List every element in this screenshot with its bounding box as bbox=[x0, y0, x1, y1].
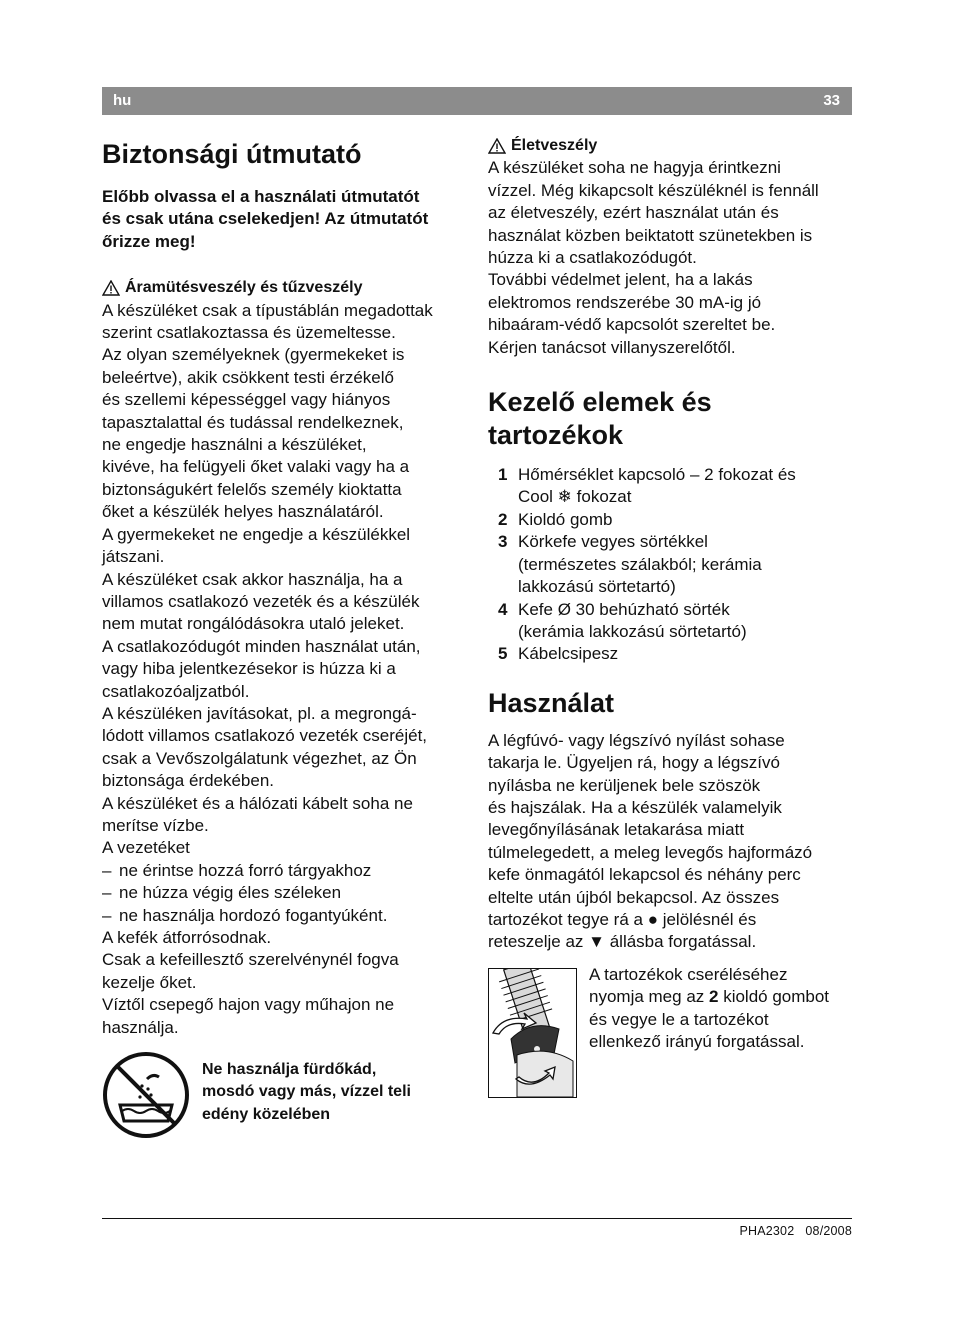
text-line: A készüléket és a hálózati kábelt soha ne bbox=[102, 793, 413, 813]
dash-list-item bbox=[102, 860, 468, 882]
text-line: eltelte után újból bekapcsol. Az összes bbox=[488, 887, 780, 907]
text-line: lódott villamos csatlakozó vezeték cseréjét, bbox=[102, 726, 428, 746]
control-item-text: Kábelcsipesz bbox=[518, 644, 619, 664]
text-line: A készüléket soha ne hagyja érintkezni bbox=[488, 158, 781, 178]
text-line: kezelje őket. bbox=[102, 972, 197, 992]
accessory-line-2 bbox=[589, 986, 829, 1008]
life-danger-text bbox=[488, 157, 854, 359]
control-item-text: Cool ❄ fokozat bbox=[518, 487, 632, 507]
text-line: biztonságukért felelős személy kioktatta bbox=[102, 479, 402, 499]
text-line: használat közben beiktatott szünetekben is bbox=[488, 225, 813, 245]
warning-heading-life bbox=[488, 135, 854, 157]
text-line: Csak a kefeillesztő szerelvénynél fogva bbox=[102, 950, 399, 970]
text-line: játszani. bbox=[102, 547, 165, 567]
text-line: nyílásba ne kerüljenek bele szöszök bbox=[488, 775, 761, 795]
accessory-line-2-post: kioldó gombot bbox=[718, 987, 830, 1007]
text-line: Víztől csepegő hajon vagy műhajon ne bbox=[102, 995, 395, 1015]
controls-list bbox=[498, 464, 854, 666]
control-item-text: Hőmérséklet kapcsoló – 2 fokozat és bbox=[518, 465, 796, 485]
warning-heading-shock bbox=[102, 277, 468, 299]
text-line: és szellemi képességgel vagy hiányos bbox=[102, 390, 391, 410]
dash-item-text: ne érintse hozzá forró tárgyakhoz bbox=[119, 860, 372, 880]
text-line: kivéve, ha felügyeli őket valaki vagy ha a bbox=[102, 457, 410, 477]
right-column bbox=[488, 135, 854, 1098]
control-item-text: Kioldó gomb bbox=[518, 509, 613, 529]
controls-title-line-1: Kezelő elemek és bbox=[488, 387, 712, 418]
text-line: vízzel. Még kikapcsolt készüléknél is fennáll bbox=[488, 180, 819, 200]
accessory-change-illustration bbox=[488, 968, 577, 1098]
accessory-line-4: ellenkező irányú forgatással. bbox=[589, 1032, 805, 1051]
no-bath-warning bbox=[102, 1051, 468, 1139]
usage-text bbox=[488, 730, 854, 954]
dash-item-text: ne húzza végig éles széleken bbox=[119, 883, 342, 903]
text-line: A készüléket csak akkor használja, ha a bbox=[102, 569, 403, 589]
control-item-4 bbox=[498, 599, 854, 644]
text-line: elektromos rendszerébe 30 mA-ig jó bbox=[488, 292, 762, 312]
text-line: és hajszálak. Ha a készülék valamelyik bbox=[488, 797, 782, 817]
safety-text-2 bbox=[102, 927, 468, 1039]
text-line: tartozékot tegye rá a ● jelölésnél és bbox=[488, 909, 757, 929]
model-number: PHA2302 bbox=[739, 1224, 795, 1238]
control-item-2 bbox=[498, 509, 854, 531]
warning-title-shock: Áramütésveszély és tűzveszély bbox=[125, 279, 363, 297]
text-line: A légfúvó- vagy légszívó nyílást sohase bbox=[488, 730, 785, 750]
text-line: A kefék átforrósodnak. bbox=[102, 928, 272, 947]
footer-divider bbox=[102, 1218, 852, 1219]
control-item-text: Körkefe vegyes sörtékkel bbox=[518, 532, 708, 552]
text-line: merítse vízbe. bbox=[102, 815, 209, 835]
text-line: Az olyan személyeknek (gyermekeket is bbox=[102, 345, 405, 365]
control-item-text: (természetes szálakból; kerámia bbox=[518, 554, 762, 574]
control-item-number: 2 bbox=[498, 509, 508, 529]
text-line: szerint csatlakoztassa és üzemeltesse. bbox=[102, 323, 396, 343]
accessory-line-2-pre: nyomja meg az bbox=[589, 987, 709, 1007]
text-line: hibaáram-védő kapcsolót szereltet be. bbox=[488, 315, 776, 335]
text-line: reteszelje az ▼ állásba forgatással. bbox=[488, 932, 757, 952]
left-column bbox=[102, 130, 468, 1139]
intro-line-1: Előbb olvassa el a használati útmutatót bbox=[102, 187, 420, 206]
safety-text bbox=[102, 300, 468, 860]
dash-list-item bbox=[102, 905, 468, 927]
control-item-number: 5 bbox=[498, 644, 508, 664]
safety-title: Biztonsági útmutató bbox=[102, 139, 362, 169]
text-line: tapasztalattal és tudással rendelkeznek, bbox=[102, 412, 404, 432]
no-bath-line-1: Ne használja fürdőkád, bbox=[202, 1061, 377, 1079]
control-item-text: lakkozású sörtetartó) bbox=[518, 577, 676, 597]
footer bbox=[739, 1224, 852, 1238]
text-line: csatlakozóaljzatból. bbox=[102, 681, 250, 701]
dash-list-item bbox=[102, 882, 468, 904]
text-line: A csatlakozódugót minden használat után, bbox=[102, 636, 421, 656]
warning-triangle-icon bbox=[102, 280, 120, 296]
no-bath-line-2: mosdó vagy más, vízzel teli bbox=[202, 1083, 411, 1101]
text-line: További védelmet jelent, ha a lakás bbox=[488, 270, 753, 290]
warning-title-life: Életveszély bbox=[511, 137, 598, 154]
dash-item-text: ne használja hordozó fogantyúként. bbox=[119, 905, 388, 925]
dash-bullet: – bbox=[102, 883, 112, 903]
document-date: 08/2008 bbox=[805, 1224, 852, 1238]
text-line: Kérjen tanácsot villanyszerelőtől. bbox=[488, 337, 736, 357]
intro-line-3: őrizze meg! bbox=[102, 231, 196, 251]
text-line: húzza ki a csatlakozódugót. bbox=[488, 248, 697, 268]
text-line: túlmelegedett, a meleg levegős hajformázó bbox=[488, 842, 813, 862]
warning-triangle-icon bbox=[488, 138, 506, 154]
text-line: takarja le. Ügyeljen rá, hogy a légszívó bbox=[488, 753, 780, 773]
language-code: hu bbox=[113, 92, 132, 109]
dash-bullet: – bbox=[102, 860, 112, 880]
text-line: A készüléken javításokat, pl. a megrongá- bbox=[102, 703, 417, 723]
accessory-line-1: A tartozékok cseréléséhez bbox=[589, 964, 788, 984]
text-line: nem mutat rongálódásokra utaló jeleket. bbox=[102, 614, 405, 634]
no-bathtub-icon bbox=[102, 1051, 190, 1139]
header-bar bbox=[102, 87, 852, 115]
text-line: használja. bbox=[102, 1017, 179, 1037]
text-line: vagy hiba jelentkezésekor is húzza ki a bbox=[102, 659, 396, 679]
text-line: az életveszély, ezért használat után és bbox=[488, 203, 779, 223]
text-line: ne engedje használni a készüléket, bbox=[102, 435, 367, 455]
text-line: villamos csatlakozó vezeték és a készülék bbox=[102, 591, 420, 611]
text-line: A készüléket csak a típustáblán megadottak bbox=[102, 300, 433, 320]
text-line: A vezetéket bbox=[102, 838, 190, 858]
text-line: kefe önmagától lekapcsol és néhány perc bbox=[488, 865, 801, 885]
control-item-number: 1 bbox=[498, 465, 508, 485]
text-line: A gyermekeket ne engedje a készülékkel bbox=[102, 524, 411, 544]
control-item-number: 4 bbox=[498, 599, 508, 619]
control-item-text: (kerámia lakkozású sörtetartó) bbox=[518, 621, 747, 641]
control-item-5 bbox=[498, 643, 854, 665]
control-item-1 bbox=[498, 464, 854, 509]
control-item-text: Kefe Ø 30 behúzható sörték bbox=[518, 599, 730, 619]
release-button-number: 2 bbox=[709, 987, 719, 1007]
intro-line-2: és csak utána cselekedjen! Az útmutatót bbox=[102, 209, 429, 229]
controls-title-line-2: tartozékok bbox=[488, 420, 624, 451]
text-line: levegőnyílásának letakarása miatt bbox=[488, 820, 745, 840]
cable-rules-list bbox=[102, 860, 468, 927]
text-line: csak a Vevőszolgálatunk végezhet, az Ön bbox=[102, 748, 417, 768]
control-item-number: 3 bbox=[498, 532, 508, 552]
usage-title: Használat bbox=[488, 687, 615, 718]
no-bath-line-3: edény közelében bbox=[202, 1105, 331, 1123]
control-item-3 bbox=[498, 531, 854, 598]
accessory-change bbox=[488, 964, 854, 1098]
dash-bullet: – bbox=[102, 905, 112, 925]
text-line: biztonsága érdekében. bbox=[102, 771, 275, 791]
page-number: 33 bbox=[823, 92, 840, 109]
text-line: beleértve), akik csökkent testi érzékelő bbox=[102, 367, 394, 387]
accessory-line-3: és vegye le a tartozékot bbox=[589, 1009, 769, 1029]
text-line: őket a készülék helyes használatáról. bbox=[102, 502, 384, 522]
